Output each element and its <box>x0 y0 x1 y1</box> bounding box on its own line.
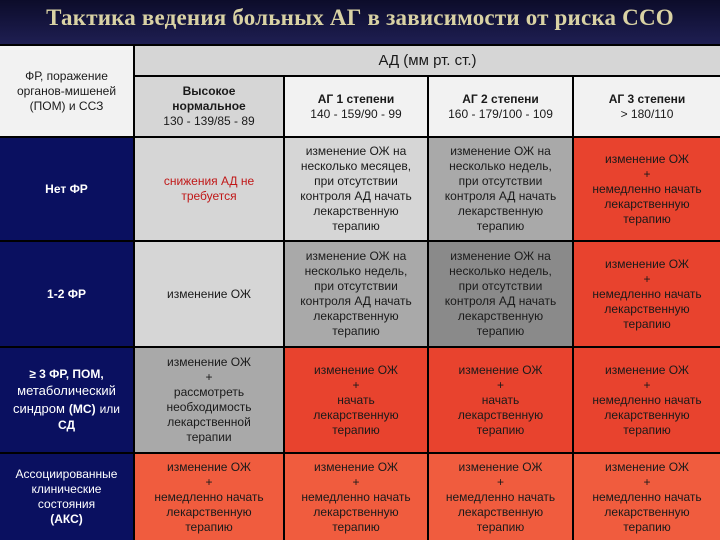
table-cell: изменение ОЖ + немедленно начать лекарственную терапию <box>429 454 572 540</box>
title-bar <box>0 0 720 44</box>
slide-title: Тактика ведения больных АГ в зависимости от риска ССО <box>46 5 674 30</box>
row-header-3-rf: ≥ 3 ФР, ПОМ, метаболический синдром (МС) или СД <box>0 348 133 452</box>
column-header-name: АГ 1 степени <box>317 91 395 106</box>
column-header-ag1 <box>285 77 427 136</box>
table-cell: изменение ОЖ + начать лекарственную терапию <box>285 348 427 452</box>
row-header-label: Нет ФР <box>45 181 88 196</box>
table-cell: изменение ОЖ на несколько месяцев, при отсутствии контроля АД начать лекарственную терапию <box>285 138 427 240</box>
group-header-text: АД (мм рт. ст.) <box>378 52 477 69</box>
column-header-range: > 180/110 <box>620 106 674 121</box>
column-header-ag3 <box>574 77 720 136</box>
column-header-ag2 <box>429 77 572 136</box>
group-header <box>135 46 720 75</box>
row-header-label: 1-2 ФР <box>47 286 86 301</box>
table-cell: изменение ОЖ + рассмотреть необходимость лекарственной терапии <box>135 348 283 452</box>
table-cell: изменение ОЖ + немедленно начать лекарственную терапию <box>135 454 283 540</box>
table-cell: изменение ОЖ + немедленно начать лекарственную терапию <box>285 454 427 540</box>
table-cell: изменение ОЖ + немедленно начать лекарственную терапию <box>574 242 720 346</box>
row-header-no-rf <box>0 138 133 240</box>
table-cell: изменение ОЖ + немедленно начать лекарственную терапию <box>574 348 720 452</box>
table-cell: изменение ОЖ <box>135 242 283 346</box>
table-cell: изменение ОЖ + немедленно начать лекарственную терапию <box>574 454 720 540</box>
table-cell: изменение ОЖ на несколько недель, при отсутствии контроля АД начать лекарственную терапию <box>429 242 572 346</box>
column-header-range: 160 - 179/100 - 109 <box>448 106 553 121</box>
column-header-range: 140 - 159/90 - 99 <box>310 106 402 121</box>
table-cell: изменение ОЖ + начать лекарственную терапию <box>429 348 572 452</box>
column-header-name: Высокое нормальное <box>172 84 246 113</box>
column-header-name: АГ 3 степени <box>608 91 686 106</box>
column-header-range: 130 - 139/85 - 89 <box>163 114 255 128</box>
corner-header-text: ФР, поражение органов-мишеней (ПОМ) и ССЗ <box>16 68 117 113</box>
column-header-name: АГ 2 степени <box>462 91 539 106</box>
column-header-high-normal <box>135 77 283 136</box>
row-header-1-2-rf <box>0 242 133 346</box>
table-cell: снижения АД не требуется <box>135 138 283 240</box>
corner-header <box>0 46 133 136</box>
table-cell: изменение ОЖ + немедленно начать лекарственную терапию <box>574 138 720 240</box>
table-cell: изменение ОЖ на несколько недель, при отсутствии контроля АД начать лекарственную терапию <box>429 138 572 240</box>
table-cell: изменение ОЖ на несколько недель, при отсутствии контроля АД начать лекарственную терапию <box>285 242 427 346</box>
row-header-acs: Ассоциированные клинические состояния (АКС) <box>0 454 133 540</box>
